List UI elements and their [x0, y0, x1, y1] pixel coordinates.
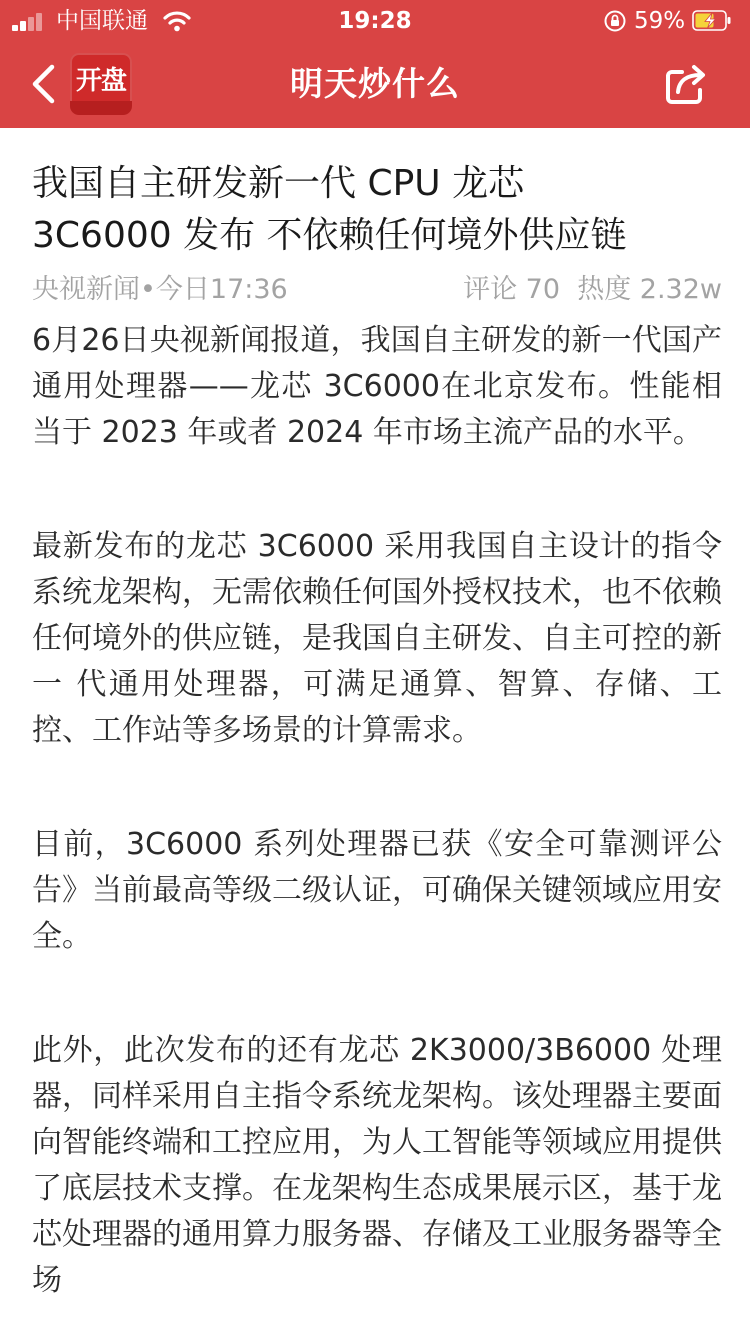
- headline-line-1: 我国自主研发新一代 CPU 龙芯: [32, 163, 525, 204]
- top-bar: [0, 0, 750, 128]
- paragraph-4: 此外，此次发布的还有龙芯 2K3000/3B6000 处理器，同样采用自主指令系统龙架构。该处理器主要面向智能终端和工控应用，为人工智能等领域应用提供了底层技术支撑。在龙架构生态成果展示区，基于龙芯处理器的通用算力服务器、存储及工业服务器等全场: [32, 1033, 722, 1298]
- comment-count[interactable]: 评论 70: [463, 274, 561, 305]
- battery-charging-icon: [692, 10, 732, 31]
- source-time: 央视新闻•今日17:36: [32, 274, 288, 305]
- nav-bar: [0, 42, 750, 128]
- article-body: [32, 318, 722, 1334]
- paragraph-2: 最新发布的龙芯 3C6000 采用我国自主设计的指令系统龙架构，无需依赖任何国外授权技术，也不依赖任何境外的供应链，是我国自主研发、自主可控的新一 代通用处理器，可满足通算、智算、存储、工控、工作站等多场景的计算需求。: [32, 529, 722, 748]
- stats: [463, 270, 722, 310]
- logo-text: 开盘: [75, 66, 126, 96]
- share-icon[interactable]: [664, 62, 710, 106]
- carrier-name: 中国联通: [56, 8, 148, 34]
- orientation-lock-icon: [603, 9, 627, 33]
- status-time: 19:28: [338, 8, 412, 34]
- page-title: 明天炒什么: [290, 64, 460, 103]
- paragraph-1: 6月26日央视新闻报道，我国自主研发的新一代国产通用处理器——龙芯 3C6000在北京发布。性能相当于 2023 年或者 2024 年市场主流产品的水平。: [32, 323, 722, 450]
- battery-percent: 59%: [634, 8, 686, 34]
- status-bar: [0, 0, 750, 42]
- heat-count: 热度 2.32w: [577, 274, 722, 305]
- article-meta: [32, 270, 722, 310]
- article-headline: [32, 158, 722, 262]
- paragraph-3: 目前，3C6000 系列处理器已获《安全可靠测评公告》当前最高等级二级认证，可确保关键领域应用安全。: [32, 827, 722, 954]
- article: [0, 128, 750, 1334]
- headline-line-2: 3C6000 发布 不依赖任何境外供应链: [32, 215, 627, 256]
